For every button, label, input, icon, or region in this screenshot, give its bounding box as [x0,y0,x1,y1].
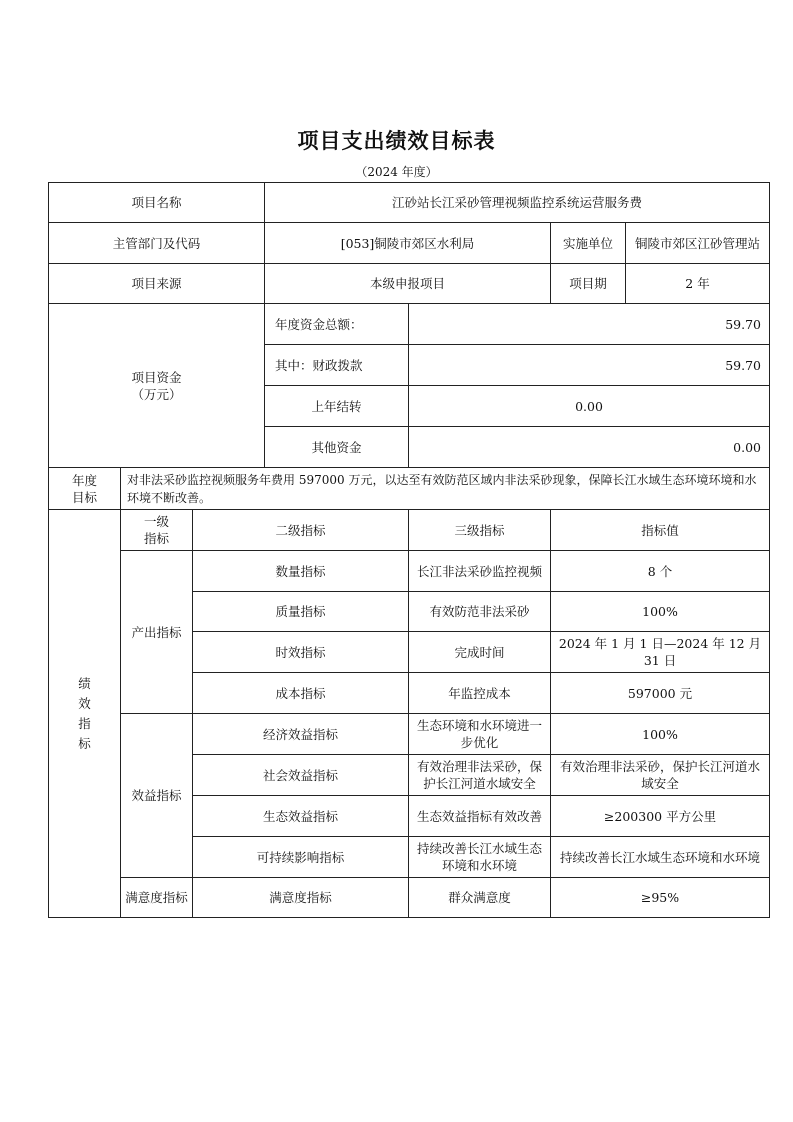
output-indicators-label: 产出指标 [121,551,193,714]
page-title: 项目支出绩效目标表 [297,128,496,153]
indicator-value: 100% [551,714,770,755]
indicator-level2: 时效指标 [193,632,409,673]
funds-label [49,304,265,468]
indicator-level3: 生态环境和水环境进一步优化 [409,714,551,755]
row-source [49,264,770,304]
annual-goal-label-line1: 年度 [71,472,97,488]
indicator-level3: 有效治理非法采砂，保护长江河道水域安全 [409,755,551,796]
indicator-level2: 经济效益指标 [193,714,409,755]
project-name-value: 江砂站长江采砂管理视频监控系统运营服务费 [265,183,770,223]
row-project-name [49,183,770,223]
indicator-level2: 数量指标 [193,551,409,592]
indicator-level3: 群众满意度 [409,878,551,918]
performance-table [48,182,770,918]
indicator-value: 597000 元 [551,673,770,714]
row-fund-total [49,304,770,345]
annual-goal-text: 对非法采砂监控视频服务年费用 597000 万元，以达至有效防范区域内非法采砂现象，保障长江水域生态环境环境和水环境不断改善。 [121,468,770,510]
indicator-level2: 可持续影响指标 [193,837,409,878]
period-label: 项目期 [551,264,626,304]
header-level1: 一级指标 [121,510,193,551]
indicator-level3: 有效防范非法采砂 [409,592,551,632]
indicator-value: 持续改善长江水域生态环境和水环境 [551,837,770,878]
row-department [49,223,770,264]
indicator-level2: 成本指标 [193,673,409,714]
indicator-level2: 生态效益指标 [193,796,409,837]
indicator-level2: 社会效益指标 [193,755,409,796]
indicator-level3: 生态效益指标有效改善 [409,796,551,837]
indicator-level3: 完成时间 [409,632,551,673]
header-level3: 三级指标 [409,510,551,551]
indicator-header-row [49,510,770,551]
fund-carryover-value: 0.00 [409,386,770,427]
fund-fiscal-label: 其中：财政拨款 [265,345,409,386]
indicator-level3: 年监控成本 [409,673,551,714]
header-level2: 二级指标 [193,510,409,551]
indicator-value: 2024 年 1 月 1 日—2024 年 12 月 31 日 [551,632,770,673]
period-value: 2 年 [626,264,770,304]
fund-fiscal-value: 59.70 [409,345,770,386]
dept-value: [053]铜陵市郊区水利局 [265,223,551,264]
page-subtitle: （2024 年度） [355,165,438,179]
indicator-value: 有效治理非法采砂，保护长江河道水域安全 [551,755,770,796]
fund-total-label: 年度资金总额： [265,304,409,345]
funds-label-line1: 项目资金 [131,369,182,385]
source-value: 本级申报项目 [265,264,551,304]
funds-label-line2: （万元） [131,386,182,402]
indicator-row [49,714,770,755]
indicator-value: 100% [551,592,770,632]
header-value: 指标值 [551,510,770,551]
project-name-label: 项目名称 [49,183,265,223]
source-label: 项目来源 [49,264,265,304]
fund-other-label: 其他资金 [265,427,409,468]
indicator-level2: 质量指标 [193,592,409,632]
benefit-indicators-label: 效益指标 [121,714,193,878]
indicator-level3: 长江非法采砂监控视频 [409,551,551,592]
indicator-value: ≥200300 平方公里 [551,796,770,837]
indicator-row [49,551,770,592]
section-label-text: 绩效指标 [78,675,91,751]
row-annual-goal [49,468,770,510]
indicator-level3: 持续改善长江水域生态环境和水环境 [409,837,551,878]
fund-other-value: 0.00 [409,427,770,468]
impl-value: 铜陵市郊区江砂管理站 [626,223,770,264]
fund-carryover-label: 上年结转 [265,386,409,427]
indicator-row [49,878,770,918]
indicator-value: 8 个 [551,551,770,592]
annual-goal-label [49,468,121,510]
indicator-value: ≥95% [551,878,770,918]
fund-total-value: 59.70 [409,304,770,345]
section-label-performance [49,510,121,918]
impl-label: 实施单位 [551,223,626,264]
indicator-level2: 满意度指标 [193,878,409,918]
satisfaction-indicators-label: 满意度指标 [121,878,193,918]
dept-label: 主管部门及代码 [49,223,265,264]
annual-goal-label-line2: 目标 [71,489,97,505]
